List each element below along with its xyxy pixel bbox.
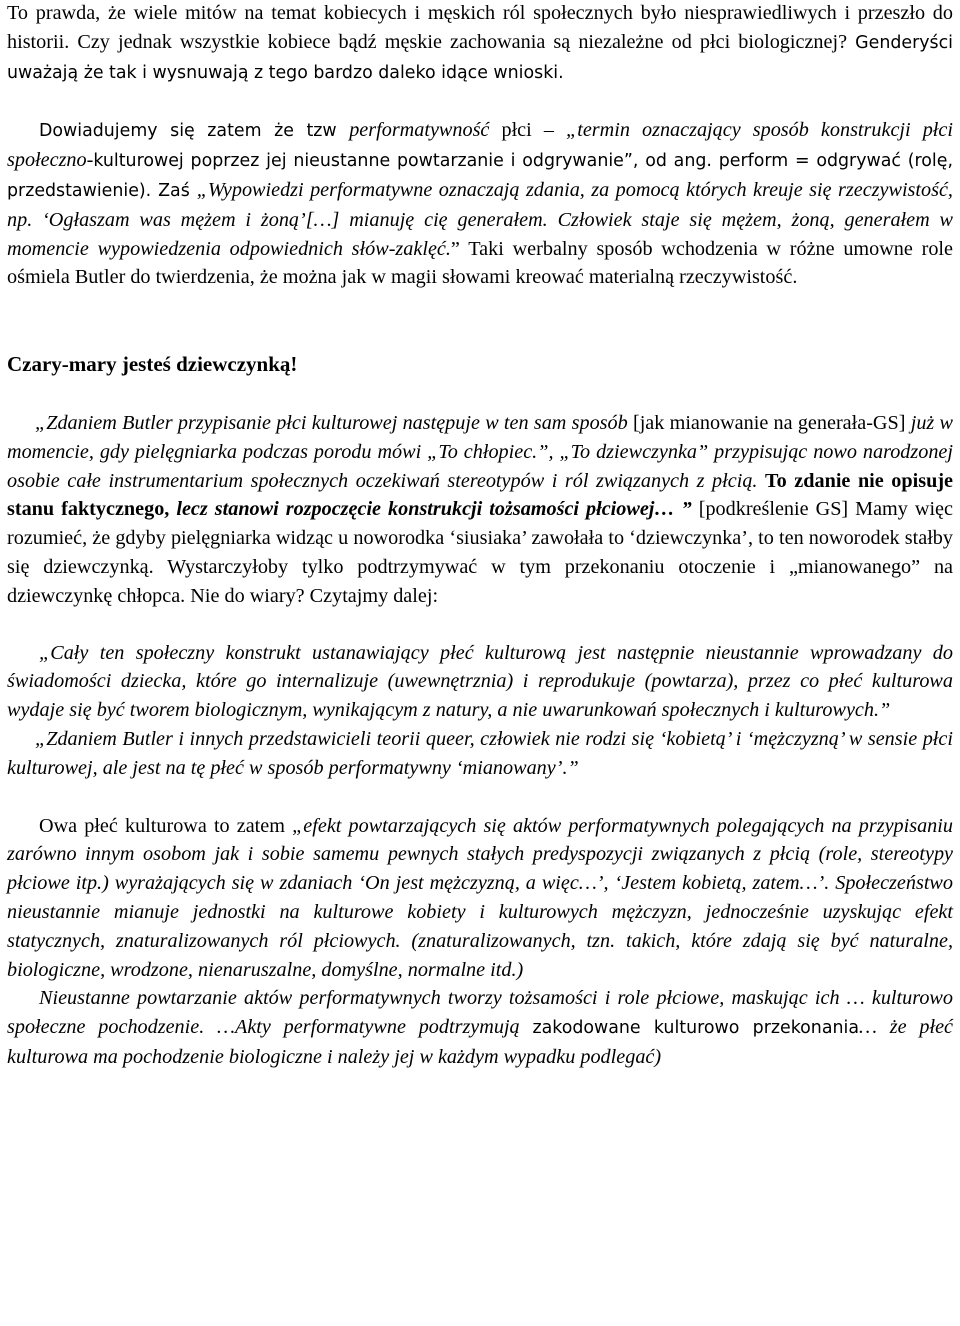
intro-text: To prawda, że wiele mitów na temat kobiecych i męskich ról społecznych było niesprawiedliwych i przeszło do historii. Czy jednak wszystkie kobiece bądź męskie zachowania są niezależne od płci biologicznej? xyxy=(7,2,953,53)
performativity-comment: ” Taki werbalny sposób wchodzenia w różne umowne role ośmiela Butler do twierdzenia, że można jak w magii słowami kreować materialną rzeczywistość. xyxy=(7,237,953,289)
quote-queer-theory: „Zdaniem Butler i innych przedstawicieli teorii queer, człowiek nie rodzi się ‘kobietą’ i ‘mężczyzną’ w sensie płci kulturowej, ale jest na tę płeć w sposób performatywny ‘mianowany’.” xyxy=(7,727,953,779)
repetition-encoded-beliefs: zakodowane kulturowo przekonania xyxy=(532,1018,859,1039)
butler-insert: [jak mianowanie na generała-GS] xyxy=(627,411,911,434)
paragraph-performativity xyxy=(7,116,953,292)
paragraph-repetition xyxy=(7,984,953,1071)
intro-text-genderists: Genderyści uważają że tak i wysnuwają z tego bardzo daleko idące wnioski. xyxy=(7,32,953,83)
performativity-definition-cont: kulturowej poprzez jej nieustanne powtarzanie i odgrywanie”, od ang. perform = odgrywać (rolę, przedstawienie). xyxy=(7,151,953,201)
repetition-text: Nieustanne powtarzanie aktów performatywnych tworzy tożsamości i role płciowe, maskując ich … kulturowo społeczne pochodzenie. …Akty performatywne podtrzymują xyxy=(7,987,953,1039)
performativity-term: performatywność xyxy=(349,119,490,142)
cultural-gender-lead: Owa płeć kulturowa to zatem xyxy=(39,814,293,837)
butler-bold-statement: To zdanie nie opisuje stanu faktycznego, xyxy=(7,469,954,521)
performativity-text: płci – xyxy=(489,119,566,142)
repetition-text-end: … że płeć kulturowa ma pochodzenie biologiczne i należy jej w każdym wypadku podlegać) xyxy=(7,1016,953,1068)
butler-comment: [podkreślenie GS] Mamy więc rozumieć, że gdyby pielęgniarka widząc u noworodka ‘siusiaka’ zawołała to ‘dziewczynka’, to ten noworodek stałby się dziewczynką. Wystarczyłoby tylko podtrzymywać w tym przekonaniu otoczenie i „mianowanego” na dziewczynkę chłopca. Nie do wiary? Czytajmy dalej: xyxy=(7,498,953,607)
performativity-definition: „termin oznaczający sposób konstrukcji płci społeczno- xyxy=(7,119,953,172)
paragraph-butler xyxy=(7,409,953,611)
butler-quote-cont: już w momencie, gdy pielęgniarka podczas porodu mówi „To chłopiec.”, „To dziewczynka” przypisując nowo narodzonej osobie całe instrumentarium społecznych oczekiwań stereotypów i ról związanych z płcią. xyxy=(7,411,953,492)
butler-bold-italic-statement: lecz stanowi rozpoczęcie konstrukcji tożsamości płciowej… ” xyxy=(176,498,692,521)
cultural-gender-quote: „efekt powtarzających się aktów performatywnych polegających na przypisaniu zarówno innym osobom jak i sobie samemu pewnych stałych predyspozycji związanych z płcią (role, stereotypy płciowe itp.) wyrażających się w zdaniach ‘On jest mężczyzną, a więc…’, ‘Jestem kobietą, zatem…’. Społeczeństwo nieustannie mianuje jednostki na kulturowe kobiety i kulturowych mężczyzn, jednocześnie uzyskując efekt statycznych, znaturalizowanych ról płciowych. (znaturalizowanych, tzn. takich, które zdają się być naturalne, biologiczne, wrodzone, nienaruszalne, domyślne, normalne itd.) xyxy=(7,814,953,981)
butler-quote: „Zdaniem Butler przypisanie płci kulturowej następuje w ten sam sposób xyxy=(35,411,628,434)
section-heading: Czary-mary jesteś dziewczynką! xyxy=(7,352,298,377)
performativity-quote: „Wypowiedzi performatywne oznaczają zdania, za pomocą których kreuje się rzeczywistość, np. ‘Ogłaszam was mężem i żoną’[…] mianuję cię generałem. Człowiek staje się mężem, żoną, generałem w momencie wypowiedzenia odpowiednich słów-zaklęć. xyxy=(7,178,953,260)
paragraph-intro xyxy=(7,0,953,87)
performativity-connector: Zaś xyxy=(158,180,197,201)
performativity-lead: Dowiadujemy się zatem że tzw xyxy=(39,121,350,142)
paragraph-cultural-gender xyxy=(7,812,953,985)
quote-social-construct: „Cały ten społeczny konstrukt ustanawiający płeć kulturową jest następnie nieustannie wprowadzany do świadomości dziecka, które go internalizuje (uwewnętrznia) i reprodukuje (powtarza), przez co płeć kulturowa wydaje się być tworem biologicznym, wynikającym z natury, a nie uwarunkowań społecznych i kulturowych.” xyxy=(7,641,953,722)
